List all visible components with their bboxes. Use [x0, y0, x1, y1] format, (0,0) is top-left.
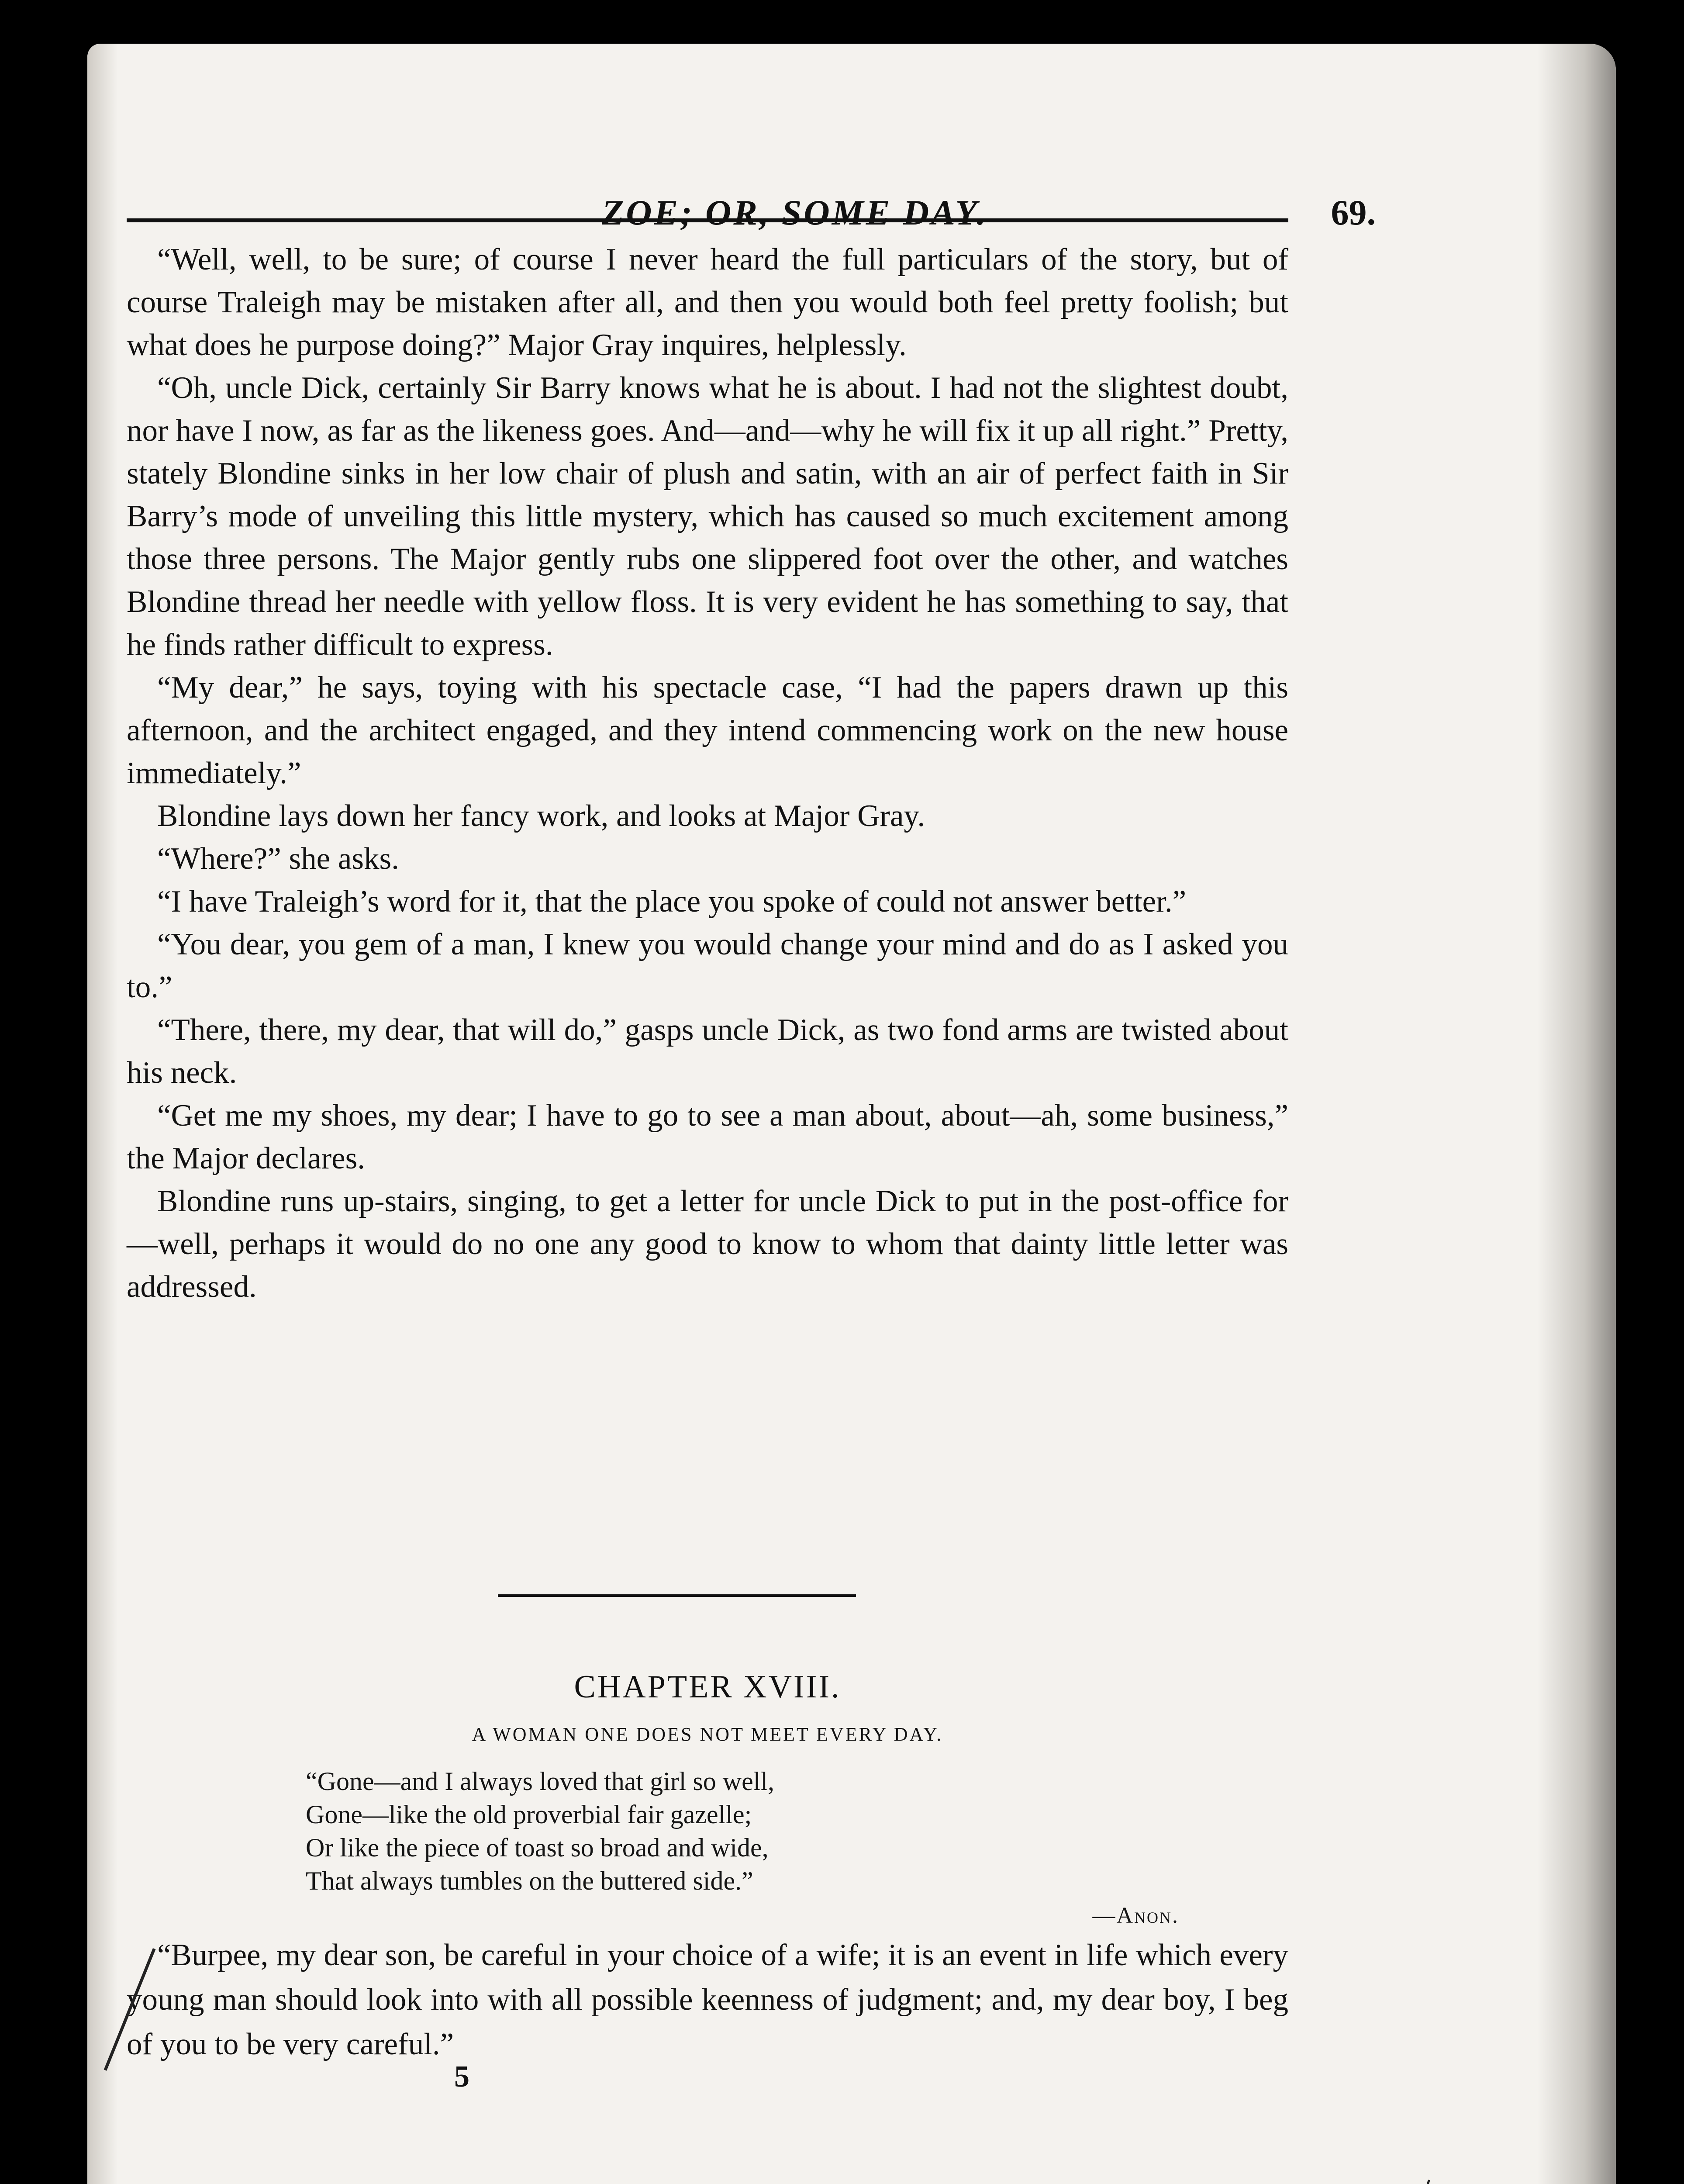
chapter-body-text	[127, 1933, 1288, 2067]
chapter-subtitle: A WOMAN ONE DOES NOT MEET EVERY DAY.	[472, 1724, 943, 1745]
paragraph: “Oh, uncle Dick, certainly Sir Barry knows what he is about. I had not the slightest doubt, nor have I now, as far as the likeness goes. And—and—why he will fix it up all right.” Pretty, stately Blondine sinks in her low chair of plush and satin, with an air of perfect faith in Sir Barry’s mode of unveiling this little mystery, which has caused so much excitement among those three persons. The Major gently rubs one slippered foot over the other, and watches Blondine thread her needle with yellow floss. It is very evident he has something to say, that he finds rather difficult to express.	[127, 371, 1288, 662]
paragraph: “There, there, my dear, that will do,” gasps uncle Dick, as two fond arms are twisted about his neck.	[127, 1013, 1288, 1090]
paragraph: “Burpee, my dear son, be careful in your choice of a wife; it is an event in life which every young man should look into with all possible keenness of judgment; and, my dear boy, I beg of you to be very careful.”	[127, 1938, 1288, 2061]
epigraph	[306, 1765, 1179, 1932]
paragraph: “My dear,” he says, toying with his spectacle case, “I had the papers drawn up this afternoon, and the architect engaged, and they intend commencing work on the new house immediately.”	[127, 670, 1288, 790]
paragraph: “I have Traleigh’s word for it, that the place you spoke of could not answer better.”	[157, 885, 1187, 919]
header-rule	[127, 218, 1288, 222]
paragraph: “Well, well, to be sure; of course I never heard the full particulars of the story, but of course Traleigh may be mistaken after all, and then you would both feel pretty foolish; but what does he purpose doing?” Major Gray inquires, helplessly.	[127, 242, 1288, 362]
running-title: ZOE; OR, SOME DAY.	[602, 193, 988, 232]
paragraph: Blondine lays down her fancy work, and looks at Major Gray.	[157, 799, 925, 833]
paragraph: “You dear, you gem of a man, I knew you would change your mind and do as I asked you to.”	[127, 927, 1288, 1004]
page-number: 69.	[1331, 193, 1376, 232]
epigraph-line: Gone—like the old proverbial fair gazelle;	[306, 1800, 752, 1829]
section-divider-rule	[498, 1594, 856, 1597]
epigraph-line: “Gone—and I always loved that girl so well,	[306, 1767, 775, 1796]
paragraph: Blondine runs up-stairs, singing, to get a letter for uncle Dick to put in the post-office for—well, perhaps it would do no one any good to know to whom that dainty little letter was addressed.	[127, 1184, 1288, 1304]
body-text	[127, 238, 1288, 1308]
epigraph-line: That always tumbles on the buttered side.”	[306, 1866, 753, 1895]
binding-gutter	[87, 44, 118, 2184]
page-edge-shadow	[1537, 44, 1616, 2184]
epigraph-line: Or like the piece of toast so broad and wide,	[306, 1833, 769, 1862]
paragraph: “Get me my shoes, my dear; I have to go to see a man about, about—ah, some business,” the Major declares.	[127, 1099, 1288, 1175]
signature-mark: 5	[454, 2060, 469, 2094]
paragraph: “Where?” she asks.	[157, 842, 399, 876]
epigraph-attribution: —Anon.	[1092, 1903, 1179, 1928]
chapter-title: CHAPTER XVIII.	[574, 1669, 841, 1705]
